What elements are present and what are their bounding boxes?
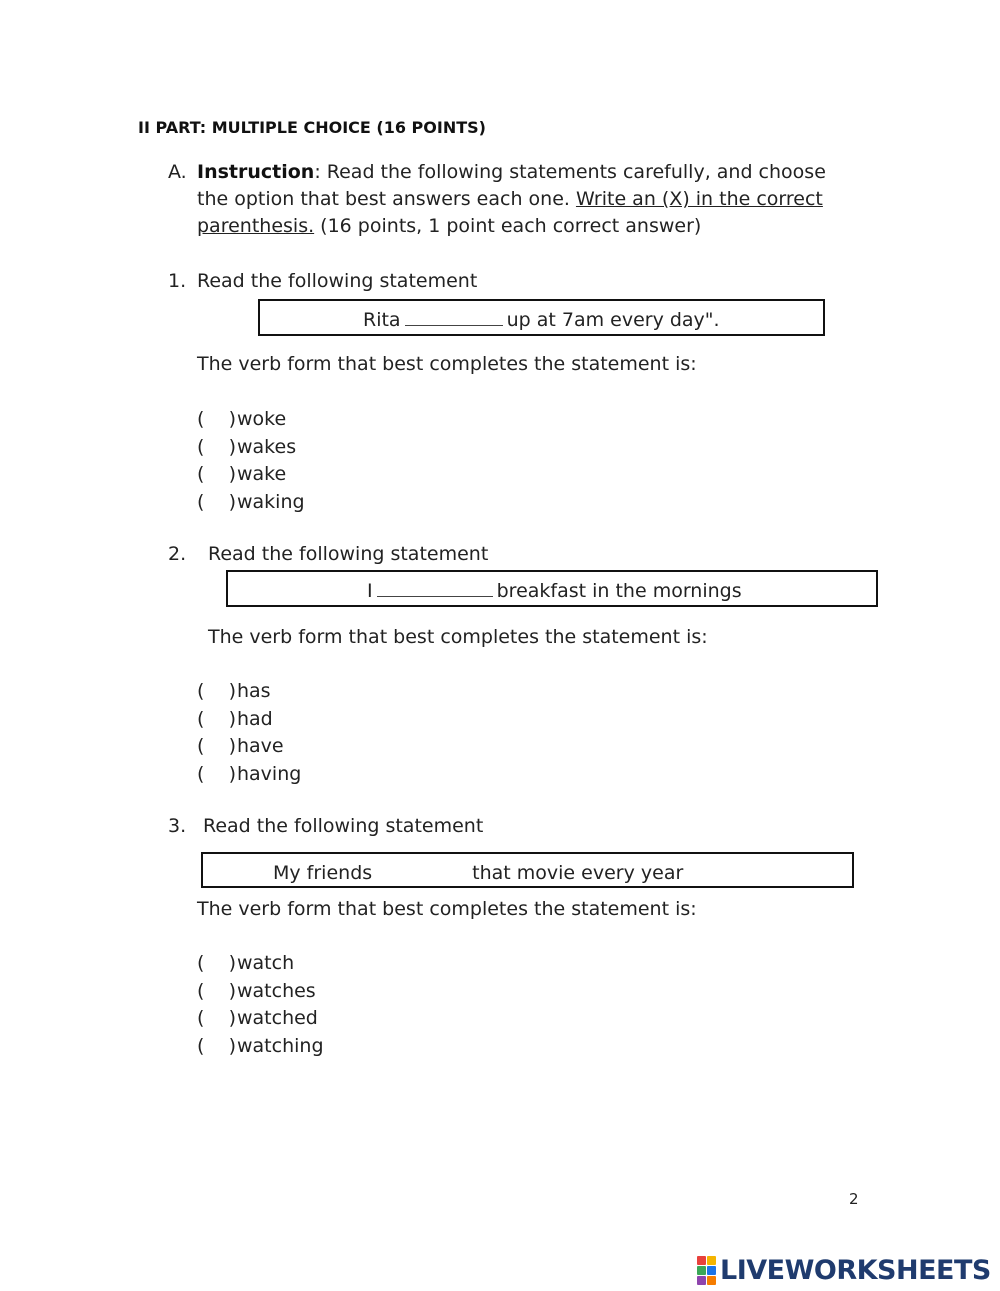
instruction-text <box>197 159 837 240</box>
option-open-paren: ( <box>197 680 205 702</box>
option-open-paren: ( <box>197 435 205 458</box>
option-close-paren: ) <box>228 1034 237 1057</box>
instruction-points: (16 points, 1 point each correct answer) <box>314 215 702 237</box>
option-item[interactable] <box>197 706 301 734</box>
logo-block <box>697 1276 706 1285</box>
question-number: 1. <box>168 270 187 292</box>
question-text: The verb form that best completes the statement is: <box>197 353 697 375</box>
logo-block <box>697 1256 706 1265</box>
option-label: waking <box>237 490 305 513</box>
logo-blocks-icon <box>697 1256 716 1285</box>
statement-start: My friends <box>273 862 373 884</box>
option-item[interactable] <box>197 1033 324 1061</box>
option-label: wakes <box>237 435 297 458</box>
option-open-paren: ( <box>197 1007 205 1029</box>
logo-block <box>707 1266 716 1275</box>
option-close-paren: ) <box>228 735 237 757</box>
option-close-paren: ) <box>228 952 237 974</box>
instruction-letter: A. <box>168 161 187 183</box>
option-item[interactable] <box>197 950 324 978</box>
option-close-paren: ) <box>228 680 237 702</box>
statement-text <box>363 307 720 331</box>
option-open-paren: ( <box>197 762 205 785</box>
option-item[interactable] <box>197 1005 324 1033</box>
option-open-paren: ( <box>197 707 205 730</box>
instruction-body: : Read the following statements carefully, and choose the option that best answers each one. <box>197 161 826 210</box>
option-close-paren: ) <box>228 762 237 785</box>
option-item[interactable] <box>197 978 324 1006</box>
answer-blank[interactable] <box>377 578 493 597</box>
statement-box <box>226 570 878 607</box>
option-label: wake <box>237 463 287 485</box>
statement-end: up at 7am every day". <box>506 309 720 331</box>
statement-text <box>367 578 742 602</box>
question-text: The verb form that best completes the statement is: <box>208 626 708 648</box>
option-close-paren: ) <box>228 435 237 458</box>
options-list <box>197 950 324 1060</box>
option-item[interactable] <box>197 761 301 789</box>
option-close-paren: ) <box>228 707 237 730</box>
option-item[interactable] <box>197 733 301 761</box>
instruction-label: Instruction <box>197 161 315 183</box>
option-item[interactable] <box>197 434 305 462</box>
option-close-paren: ) <box>228 408 237 430</box>
option-label: had <box>237 707 273 730</box>
option-close-paren: ) <box>228 490 237 513</box>
question-prompt: Read the following statement <box>208 543 489 565</box>
statement-start: Rita <box>363 309 401 331</box>
section-heading: II PART: MULTIPLE CHOICE (16 POINTS) <box>138 118 486 137</box>
logo-block <box>707 1276 716 1285</box>
options-list <box>197 406 305 516</box>
option-label: have <box>237 735 284 757</box>
page-number: 2 <box>849 1190 859 1208</box>
logo-text: LIVEWORKSHEETS <box>720 1254 991 1286</box>
question-prompt: Read the following statement <box>203 815 484 837</box>
option-item[interactable] <box>197 461 305 489</box>
instruction-underlined: Write an (X) in the correct parenthesis. <box>197 188 823 237</box>
option-open-paren: ( <box>197 952 205 974</box>
option-close-paren: ) <box>228 463 237 485</box>
option-label: watching <box>237 1034 324 1057</box>
answer-blank[interactable] <box>405 307 503 326</box>
statement-box <box>258 299 825 336</box>
question-text: The verb form that best completes the statement is: <box>197 898 697 920</box>
statement-text <box>273 860 683 884</box>
option-label: having <box>237 762 302 785</box>
liveworksheets-logo <box>697 1255 991 1285</box>
option-close-paren: ) <box>228 1007 237 1029</box>
answer-blank[interactable] <box>376 860 468 879</box>
option-open-paren: ( <box>197 463 205 485</box>
option-label: watched <box>237 1007 318 1029</box>
option-close-paren: ) <box>228 979 237 1002</box>
logo-block <box>707 1256 716 1265</box>
options-list <box>197 678 301 788</box>
option-label: watches <box>237 979 316 1002</box>
option-label: watch <box>237 952 295 974</box>
option-item[interactable] <box>197 489 305 517</box>
option-open-paren: ( <box>197 735 205 757</box>
option-open-paren: ( <box>197 490 205 513</box>
question-number: 2. <box>168 543 187 565</box>
statement-end: that movie every year <box>472 862 684 884</box>
logo-block <box>697 1266 706 1275</box>
statement-box <box>201 852 854 888</box>
question-prompt: Read the following statement <box>197 270 478 292</box>
option-item[interactable] <box>197 678 301 706</box>
option-open-paren: ( <box>197 979 205 1002</box>
option-item[interactable] <box>197 406 305 434</box>
option-label: has <box>237 680 271 702</box>
option-label: woke <box>237 408 287 430</box>
option-open-paren: ( <box>197 408 205 430</box>
option-open-paren: ( <box>197 1034 205 1057</box>
question-number: 3. <box>168 815 187 837</box>
statement-end: breakfast in the mornings <box>496 580 742 602</box>
statement-start: I <box>367 580 373 602</box>
